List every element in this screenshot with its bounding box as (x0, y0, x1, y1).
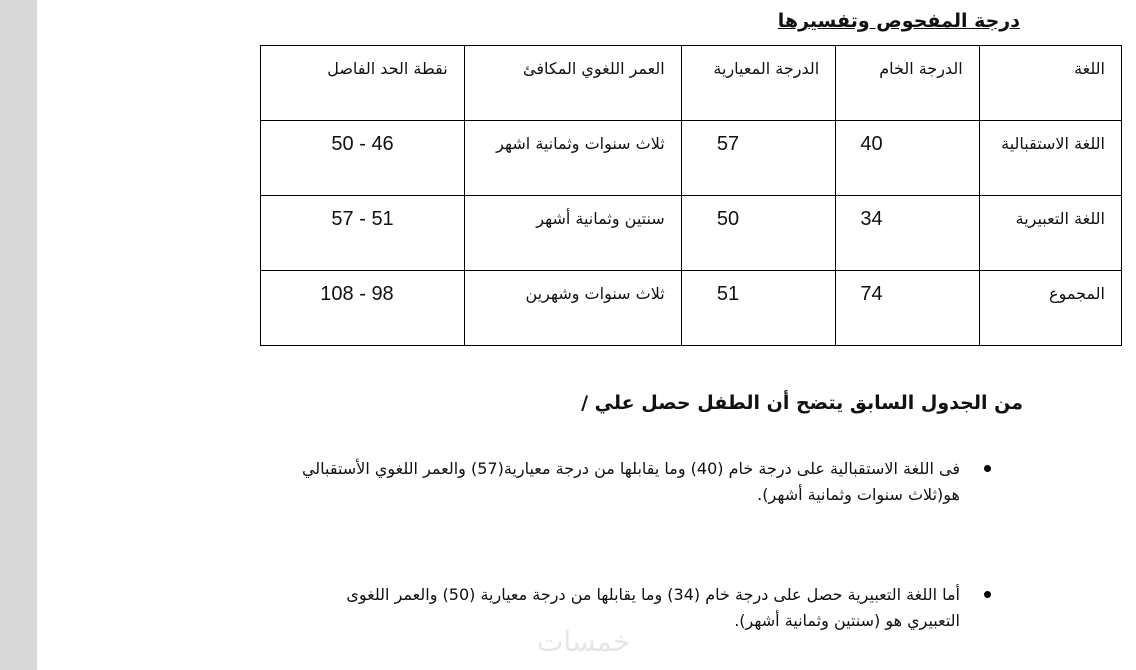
standard-score-cell: 51 (681, 271, 835, 346)
table-row (261, 196, 1122, 271)
header-equivalent-age: العمر اللغوي المكافئ (464, 46, 681, 121)
row-label: اللغة التعبيرية (979, 196, 1121, 271)
watermark-logo: خمسات (537, 625, 631, 658)
header-raw-score: الدرجة الخام (836, 46, 979, 121)
raw-score-cell: 40 (836, 121, 979, 196)
list-item (296, 456, 996, 508)
equivalent-age-cell: ثلاث سنوات وشهرين (464, 271, 681, 346)
equivalent-age-cell: ثلاث سنوات وثمانية اشهر (464, 121, 681, 196)
cutoff-cell: 98 - 108 (261, 271, 465, 346)
header-cutoff: نقطة الحد الفاصل (261, 46, 465, 121)
document-page (37, 0, 1136, 670)
raw-score-cell: 74 (836, 271, 979, 346)
equivalent-age-cell: سنتين وثمانية أشهر (464, 196, 681, 271)
standard-score-cell: 50 (681, 196, 835, 271)
standard-score-cell: 57 (681, 121, 835, 196)
table-row (261, 121, 1122, 196)
table-title: درجة المفحوص وتفسيرها (777, 10, 1020, 32)
finding-text: فى اللغة الاستقبالية على درجة خام (40) وما يقابلها من درجة معيارية(57) والعمر اللغوي الأستقبالي هو(ثلاث سنوات وثمانية أشهر). (301, 459, 960, 504)
bullet-icon (984, 591, 991, 598)
findings-list (296, 456, 996, 634)
cutoff-cell: 51 - 57 (261, 196, 465, 271)
conclusion-heading: من الجدول السابق يتضح أن الطفل حصل علي / (581, 392, 1023, 414)
table-header-row (261, 46, 1122, 121)
cutoff-cell: 46 - 50 (261, 121, 465, 196)
results-table (260, 45, 1122, 346)
header-standard-score: الدرجة المعيارية (681, 46, 835, 121)
header-language: اللغة (979, 46, 1121, 121)
bullet-icon (984, 465, 991, 472)
row-label: المجموع (979, 271, 1121, 346)
finding-text: أما اللغة التعبيرية حصل على درجة خام (34) وما يقابلها من درجة معيارية (50) والعمر اللغوى التعبيري هو (سنتين وثمانية أشهر). (346, 585, 960, 630)
raw-score-cell: 34 (836, 196, 979, 271)
left-margin-strip (0, 0, 37, 670)
list-item (296, 582, 996, 634)
table-row (261, 271, 1122, 346)
row-label: اللغة الاستقبالية (979, 121, 1121, 196)
